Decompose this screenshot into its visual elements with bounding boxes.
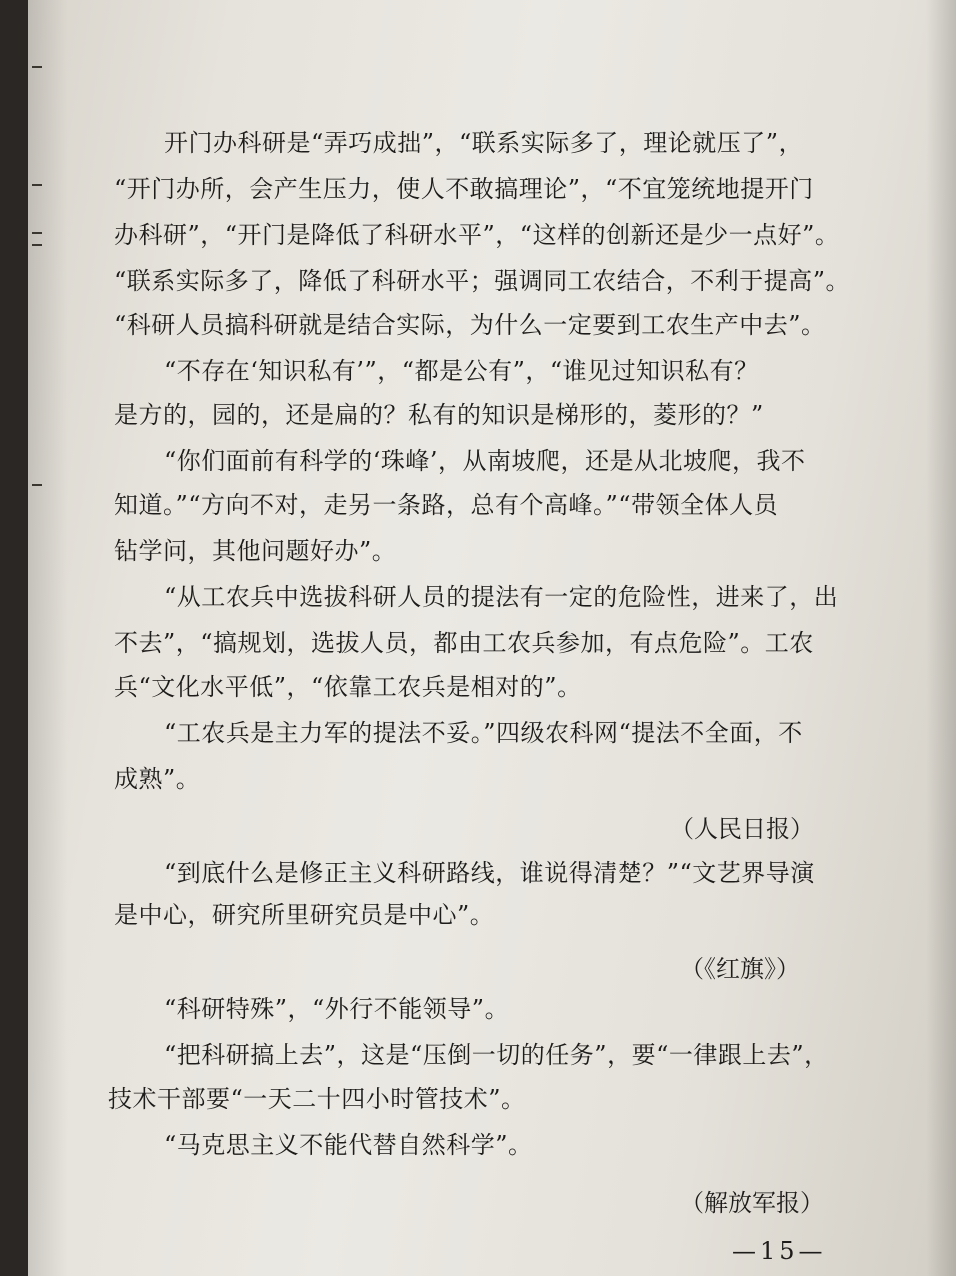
paragraph-7-line-1: “科研特殊”，“外行不能领导”。 <box>164 995 510 1023</box>
paragraph-3-line-2: 知道。”“方向不对，走另一条路，总有个高峰。”“带领全体人员 <box>114 491 779 519</box>
paragraph-1-line-1: 开门办科研是“弄巧成拙”，“联系实际多了，理论就压了”， <box>164 129 804 157</box>
paragraph-1-line-4: “联系实际多了，降低了科研水平；强调同工农结合，不利于提高”。 <box>114 267 851 295</box>
paragraph-6-line-1: “到底什么是修正主义科研路线，谁说得清楚？”“文艺界导演 <box>164 859 815 887</box>
paragraph-9-line-1: “马克思主义不能代替自然科学”。 <box>164 1131 533 1159</box>
paragraph-1-line-2: “开门办所，会产生压力，使人不敢搞理论”，“不宜笼统地提开门 <box>114 175 814 203</box>
paragraph-5-line-2: 成熟”。 <box>114 765 201 793</box>
paragraph-8-line-1: “把科研搞上去”，这是“压倒一切的任务”，要“一律跟上去”， <box>164 1041 829 1069</box>
paragraph-4-line-1: “从工农兵中选拔科研人员的提法有一定的危险性，进来了，出 <box>164 583 839 611</box>
paragraph-1-line-3: 办科研”，“开门是降低了科研水平”，“这样的创新还是少一点好”。 <box>114 221 840 249</box>
paragraph-3-line-3: 钻学问，其他问题好办”。 <box>114 537 397 565</box>
paragraph-1-line-5: “科研人员搞科研就是结合实际，为什么一定要到工农生产中去”。 <box>114 311 826 339</box>
page-number: —15— <box>732 1237 827 1265</box>
paragraph-2-line-2: 是方的，园的，还是扁的？私有的知识是梯形的，菱形的？” <box>114 401 764 429</box>
paragraph-2-line-1: “不存在‘知识私有’”，“都是公有”，“谁见过知识私有？ <box>164 357 759 385</box>
source-hongqi: （《红旗》） <box>680 955 800 983</box>
paragraph-4-line-2: 不去”，“搞规划，选拔人员，都由工农兵参加，有点危险”。工农 <box>114 629 814 657</box>
paragraph-4-line-3: 兵“文化水平低”，“依靠工农兵是相对的”。 <box>114 673 582 701</box>
paragraph-6-line-2: 是中心，研究所里研究员是中心”。 <box>114 901 495 929</box>
paragraph-8-line-2: 技术干部要“一天二十四小时管技术”。 <box>108 1085 526 1113</box>
document-page <box>28 0 956 1276</box>
source-renmin-ribao: （人民日报） <box>670 815 814 843</box>
source-jiefangjun-bao: （解放军报） <box>680 1189 824 1217</box>
paragraph-3-line-1: “你们面前有科学的‘珠峰’，从南坡爬，还是从北坡爬，我不 <box>164 447 806 475</box>
article-body <box>28 0 956 1276</box>
paragraph-5-line-1: “工农兵是主力军的提法不妥。”四级农科网“提法不全面，不 <box>164 719 803 747</box>
